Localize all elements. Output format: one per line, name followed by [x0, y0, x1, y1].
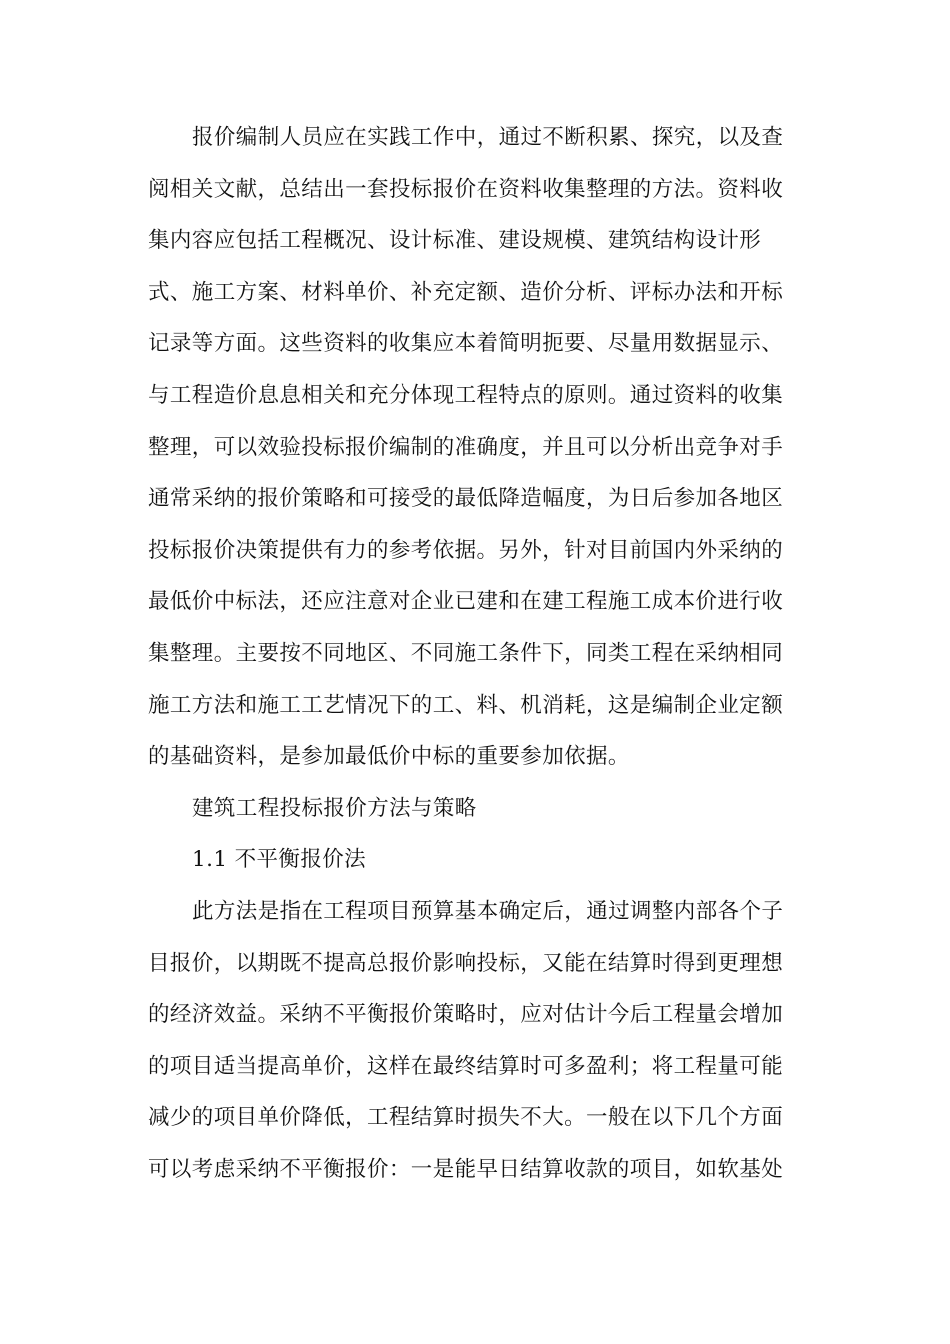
text-line: 的基础资料，是参加最低价中标的重要参加依据。: [148, 744, 630, 770]
text-line: 的项目适当提高单价，这样在最终结算时可多盈利；将工程量可能: [148, 1053, 784, 1079]
subsection-heading: [148, 834, 796, 886]
text-line: 的经济效益。采纳不平衡报价策略时，应对估计今后工程量会增加: [148, 1002, 784, 1028]
text-line: 投标报价决策提供有力的参考依据。另外，针对目前国内外采纳的: [148, 537, 784, 563]
paragraph-unbalanced-bid: [148, 886, 796, 1196]
heading-text: 1.1 不平衡报价法: [192, 847, 367, 873]
text-line: 报价编制人员应在实践工作中，通过不断积累、探究，以及查: [192, 125, 784, 150]
text-line: 集整理。主要按不同地区、不同施工条件下，同类工程在采纳相同: [148, 640, 784, 666]
text-line: 式、施工方案、材料单价、补充定额、造价分析、评标办法和开标: [148, 279, 784, 305]
text-line: 通常采纳的报价策略和可接受的最低降造幅度，为日后参加各地区: [148, 486, 784, 512]
text-line: 与工程造价息息相关和充分体现工程特点的原则。通过资料的收集: [148, 382, 784, 408]
text-line: 减少的项目单价降低，工程结算时损失不大。一般在以下几个方面: [148, 1105, 784, 1131]
text-line: 施工方法和施工工艺情况下的工、料、机消耗，这是编制企业定额: [148, 692, 784, 718]
text-line: 集内容应包括工程概况、设计标准、建设规模、建筑结构设计形: [148, 228, 762, 254]
heading-text: 建筑工程投标报价方法与策略: [192, 795, 477, 821]
paragraph-data-collection: [148, 112, 796, 783]
text-line: 整理，可以效验投标报价编制的准确度，并且可以分析出竞争对手: [148, 434, 784, 460]
text-line: 目报价，以期既不提高总报价影响投标，又能在结算时得到更理想: [148, 950, 784, 976]
text-line: 最低价中标法，还应注意对企业已建和在建工程施工成本价进行收: [148, 589, 784, 615]
text-line: 可以考虑采纳不平衡报价：一是能早日结算收款的项目，如软基处: [148, 1156, 784, 1182]
text-line: 此方法是指在工程项目预算基本确定后，通过调整内部各个子: [192, 898, 784, 924]
text-line: 记录等方面。这些资料的收集应本着简明扼要、尽量用数据显示、: [148, 331, 784, 357]
section-heading: [148, 783, 796, 835]
text-line: 阅相关文献，总结出一套投标报价在资料收集整理的方法。资料收: [148, 176, 784, 202]
document-page: [148, 112, 796, 1195]
